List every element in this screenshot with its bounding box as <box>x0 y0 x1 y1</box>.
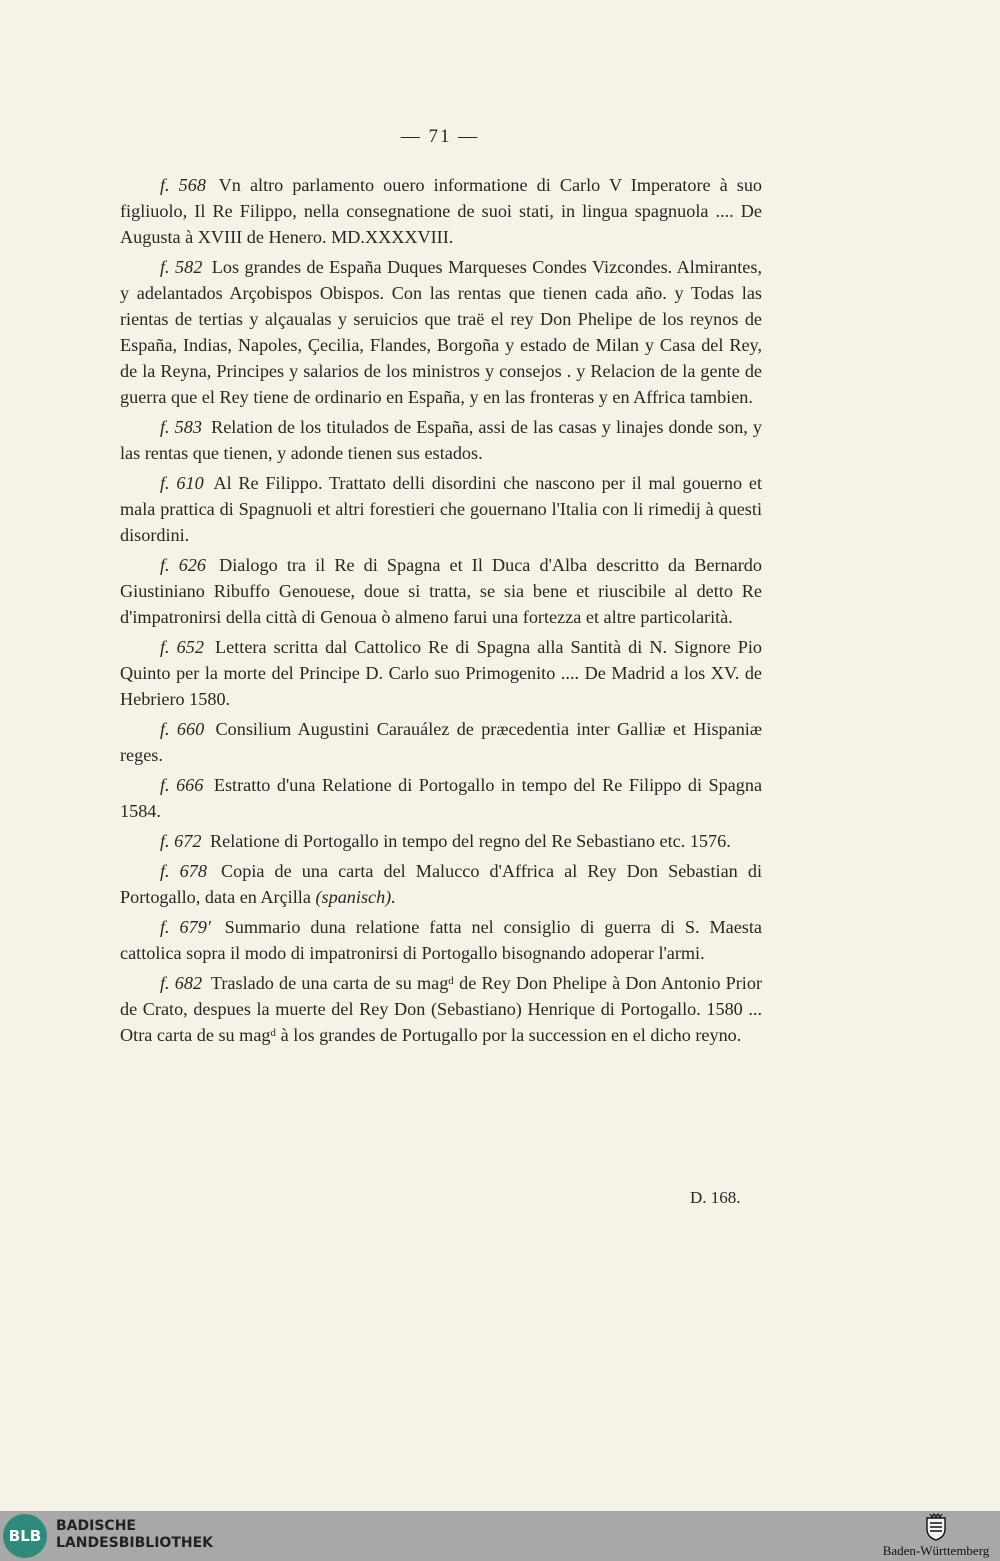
library-name-line2: LANDESBIBLIOTHEK <box>56 1535 214 1551</box>
folio-ref: f. 666 <box>160 775 204 795</box>
entry <box>120 828 762 854</box>
folio-ref: f. 672 <box>160 831 202 851</box>
folio-ref: f. 582 <box>160 257 203 277</box>
folio-ref: f. 682 <box>160 973 203 993</box>
page-number: — 71 — <box>400 126 480 147</box>
entry-list <box>120 172 762 1052</box>
folio-ref: f. 652 <box>160 637 204 657</box>
coat-of-arms-icon <box>925 1513 947 1541</box>
folio-ref: f. 660 <box>160 719 205 739</box>
entry-text: Lettera scritta dal Cattolico Re di Spagna alla Santità di N. Signore Pio Quinto per la morte del Principe D. Carlo suo Primogenito .... De Madrid a los XV. de Hebriero 1580. <box>120 637 762 709</box>
shelfmark-signature: D. 168. <box>690 1188 741 1207</box>
entry <box>120 858 762 910</box>
entry-text: Los grandes de España Duques Marqueses Condes Vizcondes. Almirantes, y adelantados Arçobispos Obispos. Con las rentas que tienen cada año. y Todas las rientas de tertias y alçaualas y seruicios que traë el rey Don Phelipe de los reynos de España, Indias, Napoles, Çecilia, Flandes, Borgoña y estado de Milan y Casa del Rey, de la Reyna, Principes y salarios de los ministros y consejos . y Relacion de la gente de guerra que el Rey tiene de ordinario en España, y en las fronteras y en Affrica tambien. <box>120 257 762 407</box>
entry <box>120 470 762 548</box>
folio-ref: f. 583 <box>160 417 202 437</box>
footer-bar <box>0 1511 1000 1561</box>
state-name: Baden-Württemberg <box>882 1543 990 1558</box>
entry <box>120 414 762 466</box>
entry-text: Al Re Filippo. Trattato delli disordini che nascono per il mal gouerno et mala prattica di Spagnuoli et altri forestieri che gouernano l'Italia con li rimedij à questi disordini. <box>120 473 763 545</box>
entry-text: Copia de una carta del Malucco d'Affrica al Rey Don Sebastian di Portogallo, data en Arçilla <box>120 861 762 907</box>
blb-logo-icon[interactable]: BLB <box>3 1514 47 1558</box>
entry-text: Summario duna relatione fatta nel consiglio di guerra di S. Maesta cattolica sopra il modo di impatronirsi di Portogallo bisognando adoperar l'armi. <box>120 917 762 963</box>
entry <box>120 772 762 824</box>
entry <box>120 552 762 630</box>
entry-text: Estratto d'una Relatione di Portogallo in tempo del Re Filippo di Spagna 1584. <box>120 775 763 821</box>
entry-text: Vn altro parlamento ouero informatione di Carlo V Imperatore à suo figliuolo, Il Re Filippo, nella consegnatione de suoi stati, in lingua spagnuola .... De Augusta à XVIII de Henero. MD.XXXXVIII. <box>120 175 763 247</box>
library-name-line1: BADISCHE <box>56 1518 136 1534</box>
entry <box>120 970 762 1048</box>
entry <box>120 634 762 712</box>
entry <box>120 914 762 966</box>
entry-text: Consilium Augustini Carauález de præcedentia inter Galliæ et Hispaniæ reges. <box>120 719 762 765</box>
entry-text: Traslado de una carta de su magᵈ de Rey Don Phelipe à Don Antonio Prior de Crato, despues la muerte del Rey Don (Sebastiano) Henrique di Portogallo. 1580 ... Otra carta de su magᵈ à los grandes de Portugallo por la succession en el dicho reyno. <box>120 973 763 1045</box>
state-logo[interactable] <box>874 1513 998 1559</box>
entry-note: (spanisch). <box>315 887 396 907</box>
folio-ref: f. 610 <box>160 473 204 493</box>
library-name[interactable] <box>56 1518 213 1552</box>
entry-text: Relation de los titulados de España, assi de las casas y linajes donde son, y las rentas que tienen, y adonde tienen sus estados. <box>120 417 763 463</box>
folio-ref: f. 678 <box>160 861 207 881</box>
entry <box>120 172 762 250</box>
folio-ref: f. 679' <box>160 917 211 937</box>
entry <box>120 254 762 410</box>
entry-text: Dialogo tra il Re di Spagna et Il Duca d'Alba descritto da Bernardo Giustiniano Ribuffo Genouese, doue si tratta, se sia bene et riuscibile al detto Re d'impatronirsi della città di Genoua ò almeno farui una fortezza et altre particolarità. <box>120 555 762 627</box>
entry-text: Relatione di Portogallo in tempo del regno del Re Sebastiano etc. 1576. <box>209 831 731 851</box>
entry <box>120 716 762 768</box>
folio-ref: f. 626 <box>160 555 206 575</box>
folio-ref: f. 568 <box>160 175 206 195</box>
